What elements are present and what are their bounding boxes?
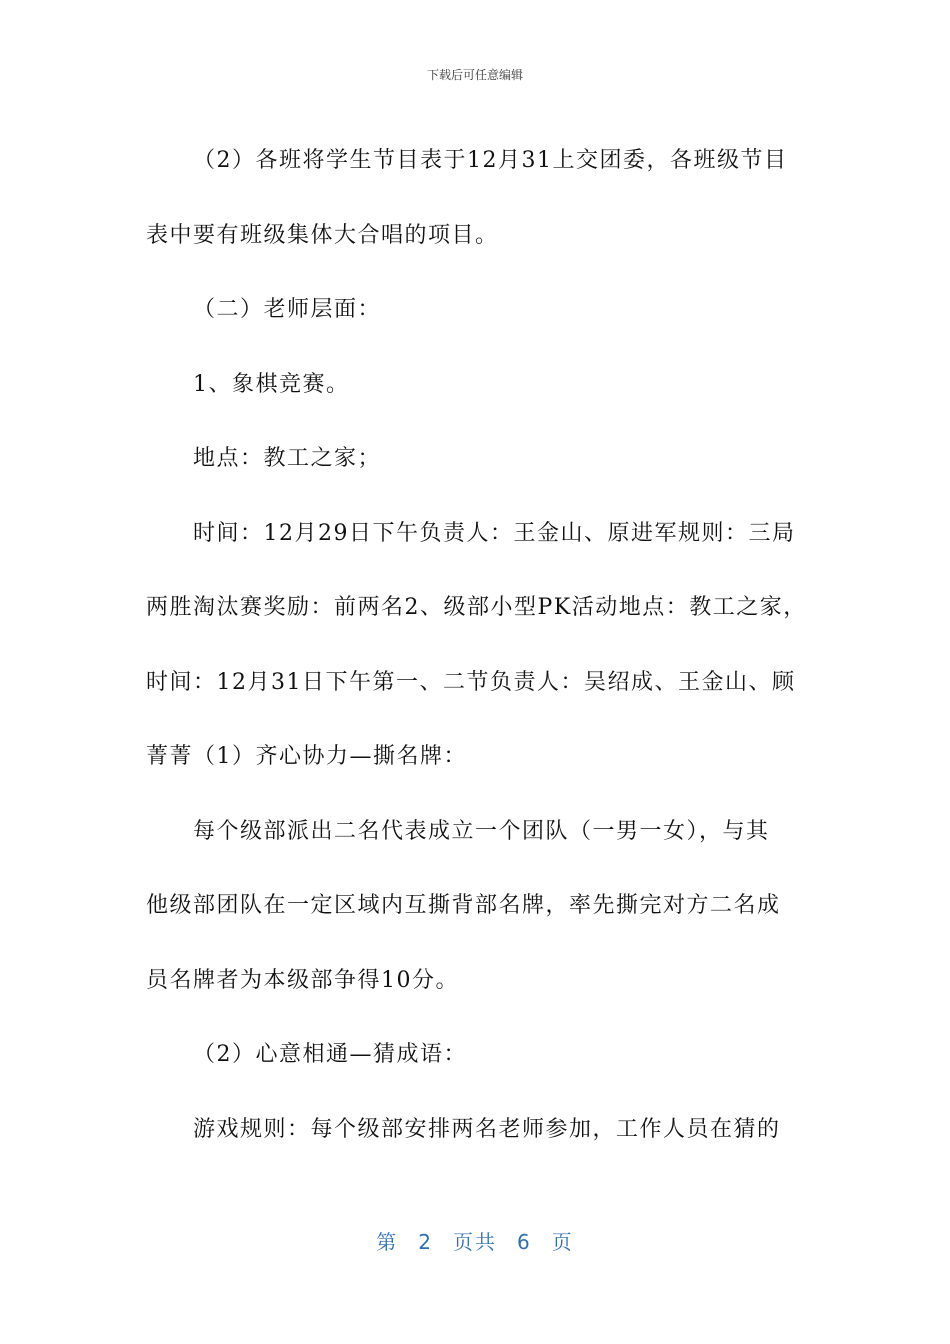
- text-line: 游戏规则：每个级部安排两名老师参加，工作人员在猜的: [193, 1116, 781, 1142]
- text-line: （2）心意相通—猜成语：: [193, 1042, 467, 1067]
- text-line: 两胜淘汰赛奖励：前两名2、级部小型PK活动地点：教工之家，: [146, 595, 807, 620]
- header-note: 下载后可任意编辑: [426, 68, 523, 82]
- text-line: 地点：教工之家；: [193, 446, 382, 471]
- page-footer: [0, 1226, 950, 1255]
- text-line: 每个级部派出二名代表成立一个团队（一男一女），与其: [193, 818, 770, 844]
- text-line: 时间：12月31日下午第一、二节负责人：吴绍成、王金山、顾: [146, 669, 796, 695]
- text-line: 他级部团队在一定区域内互撕背部名牌，率先撕完对方二名成: [146, 893, 781, 918]
- text-line: 菁菁（1）齐心协力—撕名牌：: [146, 744, 467, 769]
- footer-label-end: 页: [551, 1230, 574, 1254]
- total-pages-number: 6: [517, 1230, 532, 1254]
- body-text: [146, 124, 826, 1167]
- text-line: 1、象棋竞赛。: [193, 371, 350, 397]
- text-line: 表中要有班级集体大合唱的项目。: [146, 222, 499, 248]
- text-line: （二）老师层面：: [193, 297, 382, 322]
- text-line: （2）各班将学生节目表于12月31上交团委，各班级节目: [193, 148, 788, 173]
- footer-label-page: 第: [376, 1230, 399, 1254]
- footer-label-of: 页共: [453, 1230, 497, 1254]
- text-line: 时间：12月29日下午负责人：王金山、原进军规则：三局: [193, 520, 796, 546]
- text-line: 员名牌者为本级部争得10分。: [146, 967, 459, 993]
- current-page-number: 2: [418, 1230, 433, 1254]
